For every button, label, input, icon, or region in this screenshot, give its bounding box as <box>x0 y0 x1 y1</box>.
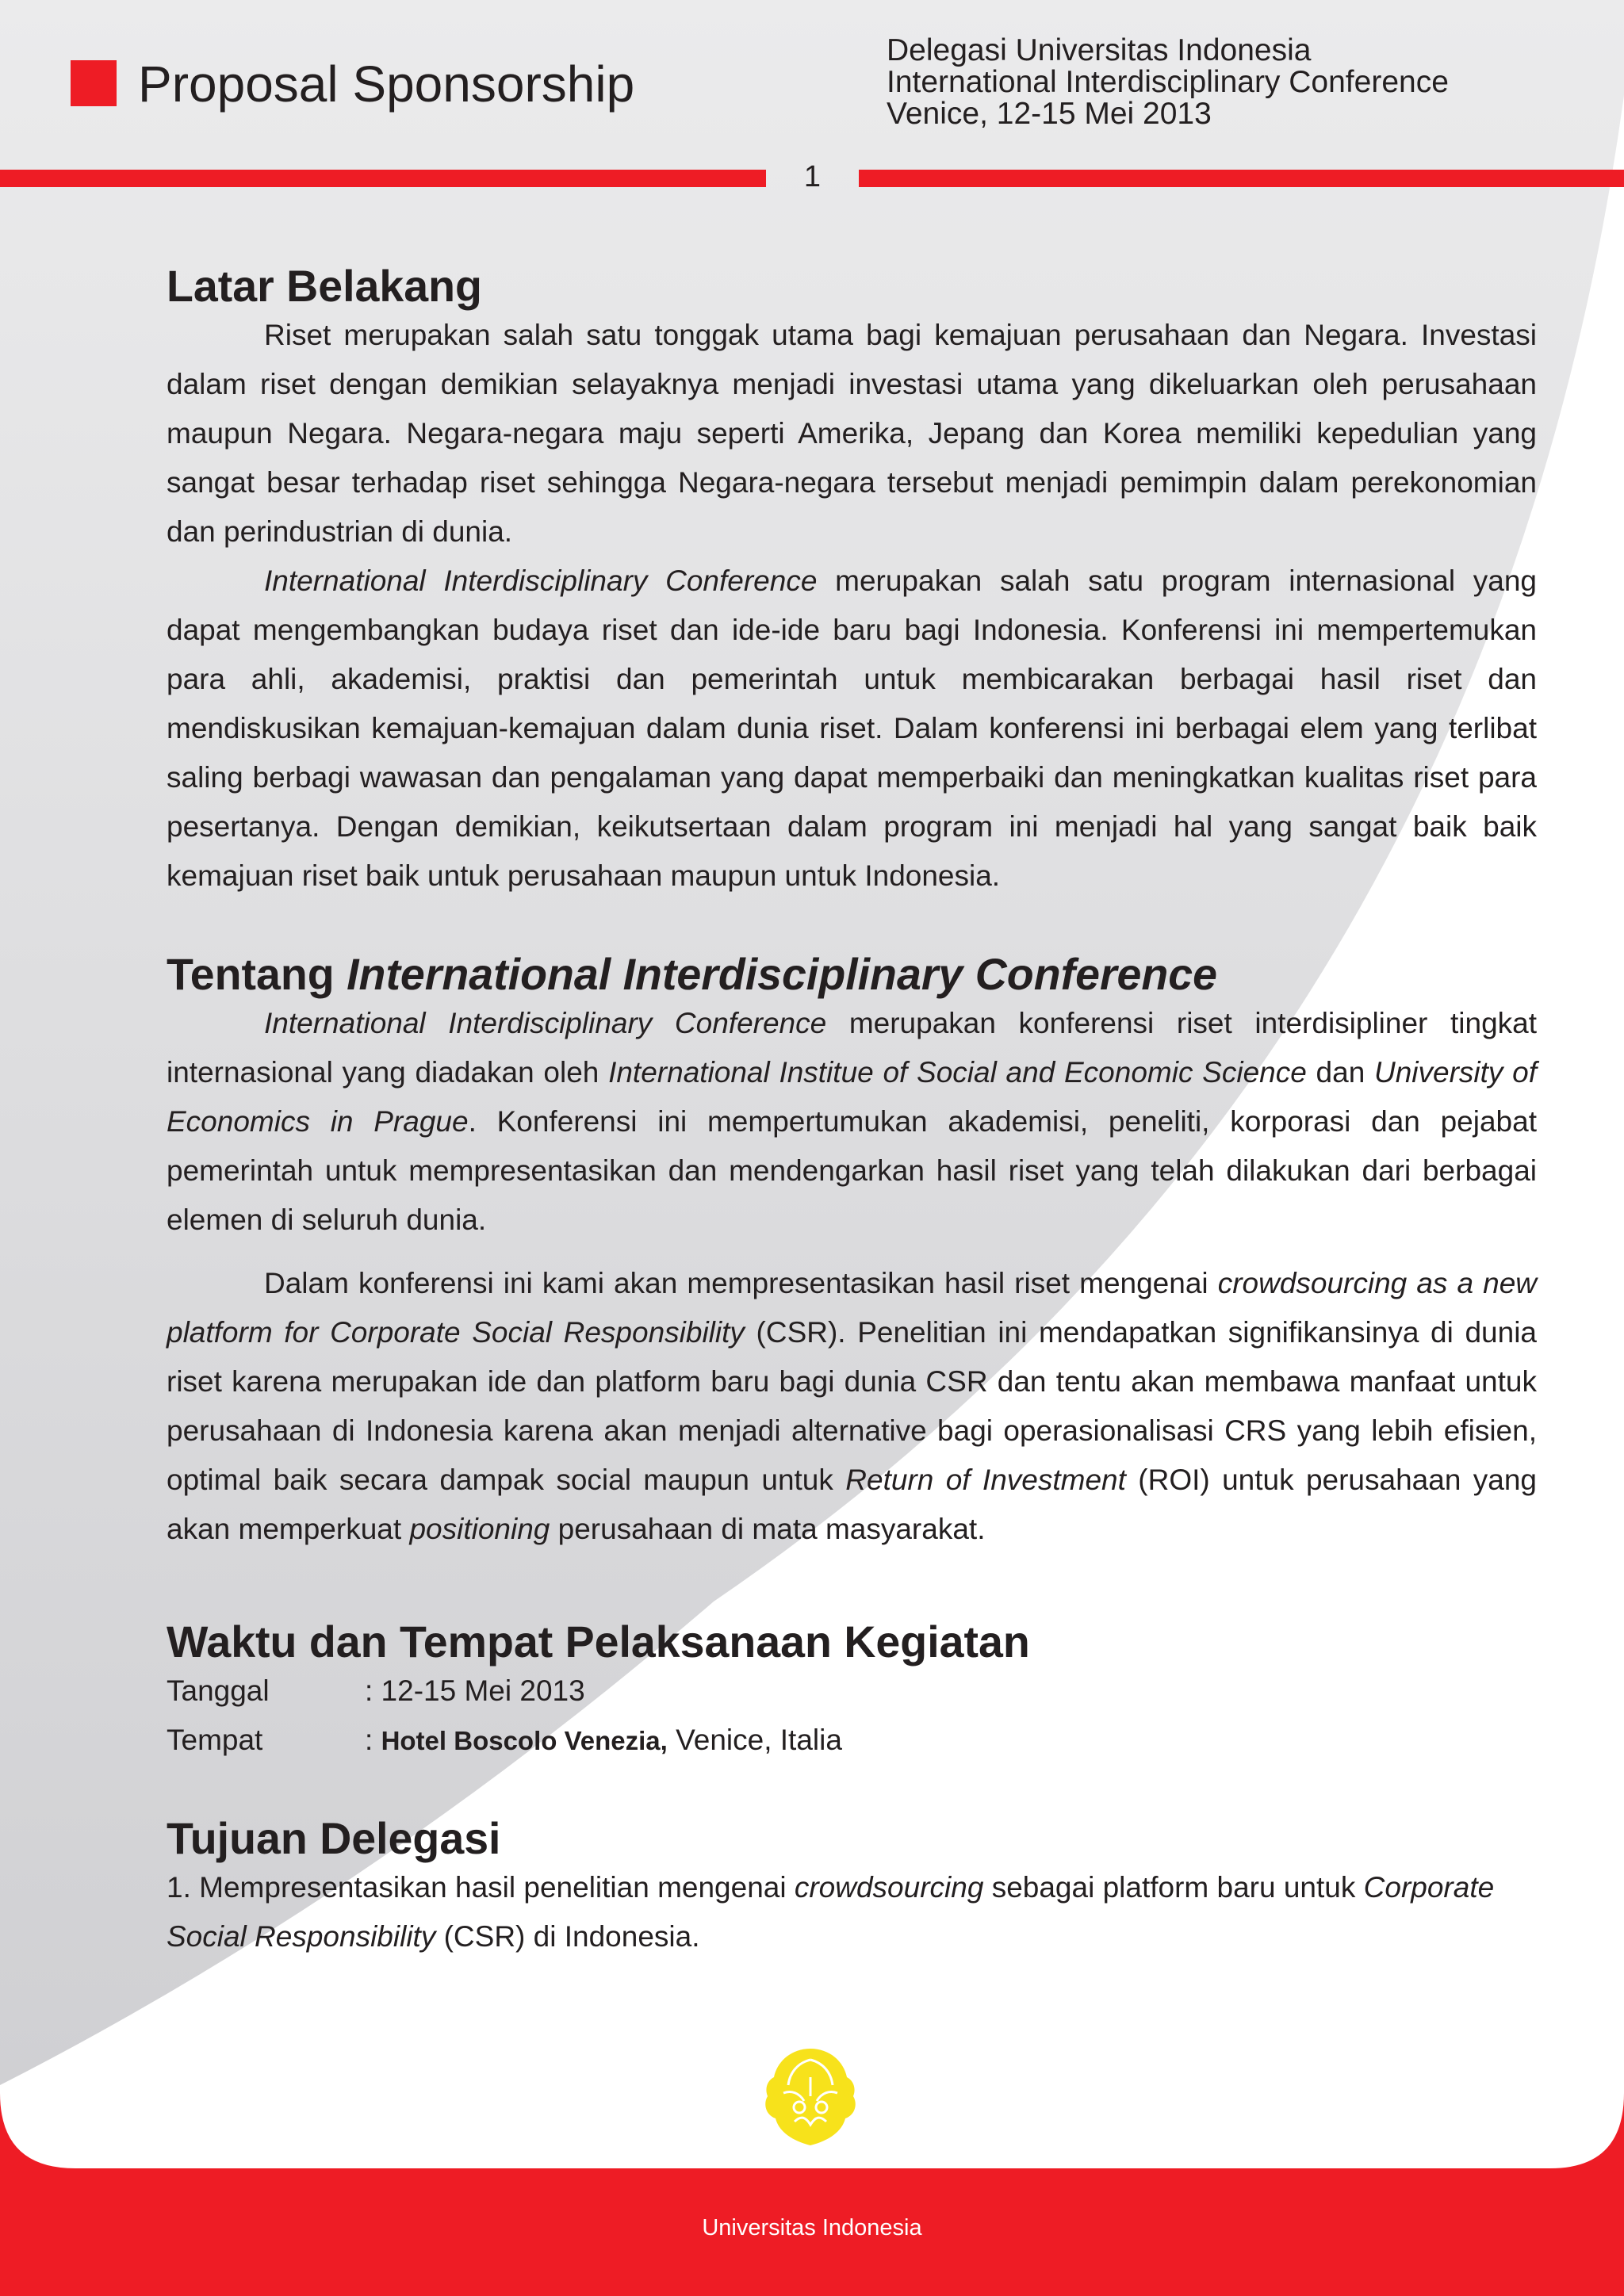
spacer <box>167 1765 1537 1814</box>
paragraph-text: (ROI) untuk perusahaan yang akan memperkuat <box>167 1464 1538 1545</box>
paragraph-text: merupakan salah satu program internasional yang dapat mengembangkan budaya riset dan ide-ide baru bagi Indonesia. Konferensi ini mempertemukan para ahli, akademisi, praktisi dan pemerintah untuk membicarakan berbagai hasil riset dan mendiskusikan kemajuan-kemajuan dalam dunia riset. Dalam konferensi ini berbagai elem yang terlibat saling berbagi wawasan dan pengalaman yang dapat memperbaiki dan meningkatkan kualitas riset para pesertanya. Dengan demikian, keikutsertaan dalam program ini menjadi hal yang sangat baik baik kemajuan riset baik untuk perusahaan maupun untuk Indonesia. <box>167 564 1537 892</box>
info-row-date <box>167 1667 1537 1716</box>
italic-term: International Interdisciplinary Conference <box>264 1007 827 1039</box>
heading-text: Tentang <box>167 950 347 999</box>
page-number: 1 <box>803 160 822 193</box>
place-city: Venice, Italia <box>667 1724 842 1756</box>
spacer <box>167 901 1537 950</box>
makara-logo-icon <box>760 2045 861 2150</box>
place-label: Tempat <box>167 1724 263 1756</box>
paragraph-text: (CSR). Penelitian ini mendapatkan signifikansinya di dunia riset karena merupakan ide dan platform baru bagi dunia CSR dan tentu akan membawa manfaat untuk perusahaan di Indonesia karena akan menjadi alternative bagi operasionalisasi CRS yang lebih efisien, optimal baik secara dampak social maupun untuk <box>167 1316 1538 1496</box>
spacer <box>167 1245 1537 1259</box>
goal-number: 1. <box>167 1871 200 1904</box>
paragraph-text: perusahaan di mata masyarakat. <box>550 1513 986 1545</box>
heading-italic-text: International Interdisciplinary Conference <box>347 950 1218 999</box>
paragraph-about-1 <box>167 999 1537 1245</box>
paragraph-text: (CSR) di Indonesia. <box>435 1920 700 1953</box>
section-heading-about-conference <box>167 950 1537 999</box>
header-conference: International Interdisciplinary Conference <box>887 65 1449 99</box>
spacer <box>167 1603 1537 1617</box>
place-colon: : <box>365 1724 381 1756</box>
header-delegation: Delegasi Universitas Indonesia <box>887 33 1312 67</box>
header-rule-right <box>859 170 1624 187</box>
italic-term: crowdsourcing as a new platform for Corporate Social Responsibility <box>167 1267 1537 1349</box>
section-heading-goals: Tujuan Delegasi <box>167 1814 501 1863</box>
italic-term: positioning <box>409 1513 550 1545</box>
italic-term: Return of Investment <box>845 1464 1126 1496</box>
paragraph-text: merupakan konferensi riset interdisipliner tingkat internasional yang diadakan oleh <box>167 1007 1537 1089</box>
paragraph-text: dan <box>1306 1056 1374 1089</box>
italic-term: crowdsourcing <box>794 1871 984 1904</box>
header-location-date: Venice, 12-15 Mei 2013 <box>887 97 1212 131</box>
goal-item-1 <box>167 1863 1537 1961</box>
place-value <box>365 1716 842 1765</box>
document-title: Proposal Sponsorship <box>138 55 635 113</box>
date-label: Tanggal <box>167 1674 270 1707</box>
footer-university-name: Universitas Indonesia <box>702 2215 922 2241</box>
italic-term: International Interdisciplinary Conference <box>264 564 818 597</box>
paragraph-text: sebagai platform baru untuk <box>983 1871 1364 1904</box>
venue-name: Hotel Boscolo Venezia, <box>381 1726 668 1755</box>
section-heading-time-place: Waktu dan Tempat Pelaksanaan Kegiatan <box>167 1617 1030 1667</box>
header-info-block <box>887 35 1449 130</box>
header-rule-left <box>0 170 766 187</box>
italic-term: University of Economics in Prague <box>167 1056 1537 1138</box>
section-heading-background: Latar Belakang <box>167 262 482 311</box>
paragraph-text: . Konferensi ini mempertumukan akademisi, peneliti, korporasi dan pejabat pemerintah untuk mempresentasikan dan mendengarkan hasil riset yang telah dilakukan dari berbagai elemen di seluruh dunia. <box>167 1105 1537 1236</box>
italic-term: Corporate Social Responsibility <box>167 1871 1495 1953</box>
paragraph-text: Dalam konferensi ini kami akan mempresentasikan hasil riset mengenai <box>264 1267 1218 1299</box>
spacer <box>167 1554 1537 1603</box>
info-row-place <box>167 1716 1537 1765</box>
italic-term: International Institue of Social and Economic Science <box>608 1056 1307 1089</box>
header-red-square <box>71 60 117 106</box>
document-body <box>167 262 1537 1961</box>
date-value: : 12-15 Mei 2013 <box>365 1674 585 1707</box>
paragraph-text: Mempresentasikan hasil penelitian mengenai <box>199 1871 795 1904</box>
paragraph-background-2 <box>167 557 1537 901</box>
paragraph-background-1: Riset merupakan salah satu tonggak utama bagi kemajuan perusahaan dan Negara. Investasi dalam riset dengan demikian selayaknya menjadi investasi utama yang dikeluarkan oleh perusahaan maupun Negara. Negara-negara maju seperti Amerika, Jepang dan Korea memiliki kepedulian yang sangat besar terhadap riset sehingga Negara-negara tersebut menjadi pemimpin dalam perekonomian dan perindustrian di dunia. <box>167 319 1537 548</box>
paragraph-about-2 <box>167 1259 1537 1554</box>
